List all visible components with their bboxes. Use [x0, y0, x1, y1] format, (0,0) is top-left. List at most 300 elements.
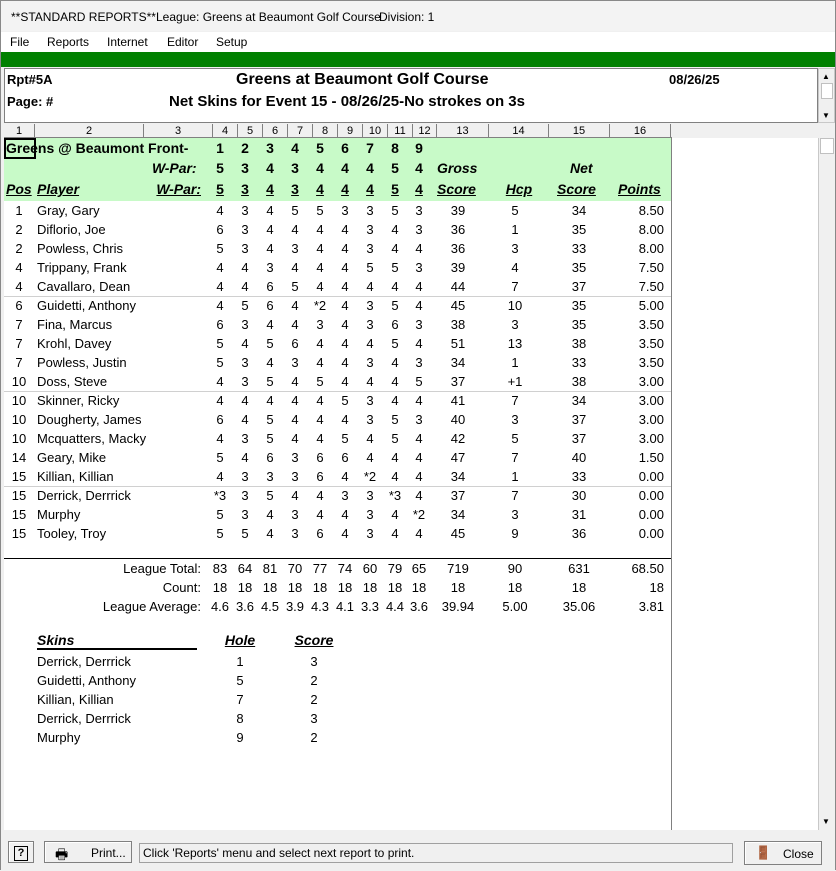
- hole-score-cell: 5: [266, 374, 274, 389]
- hole-score-cell: 5: [316, 374, 324, 389]
- totals-points-cell: 18: [649, 580, 664, 595]
- hole-score-cell: 3: [241, 431, 249, 446]
- skin-score-cell: 3: [310, 711, 318, 726]
- hole-score-cell: 4: [266, 203, 274, 218]
- player-cell: Diflorio, Joe: [37, 222, 106, 237]
- hole-score-cell: 5: [266, 488, 274, 503]
- hole-score-cell: 4: [316, 336, 324, 351]
- points-cell: 3.00: [638, 374, 664, 389]
- hole-score-cell: 5: [216, 241, 224, 256]
- wpar-value: 5: [216, 160, 224, 176]
- hole-score-cell: 4: [391, 507, 399, 522]
- hcp-cell: 4: [511, 260, 519, 275]
- wpar-value: 5: [391, 160, 399, 176]
- gross-cell: 36: [450, 222, 466, 237]
- pos-cell: 2: [15, 241, 23, 256]
- hole-score-cell: 4: [216, 431, 224, 446]
- menu-internet[interactable]: Internet: [107, 35, 148, 49]
- hole-score-cell: 4: [341, 336, 349, 351]
- hole-score-cell: 3: [241, 507, 249, 522]
- totals-hole-cell: 18: [237, 580, 253, 595]
- hole-score-cell: 3: [366, 526, 374, 541]
- table-row: [4, 391, 671, 410]
- hole-score-cell: 3: [241, 355, 249, 370]
- hole-score-cell: 4: [391, 393, 399, 408]
- hole-score-cell: 4: [291, 374, 299, 389]
- totals-row: [4, 578, 671, 597]
- gross-cell: 37: [450, 374, 466, 389]
- hole-score-cell: 4: [316, 488, 324, 503]
- skin-hole-cell: 8: [236, 711, 244, 726]
- hcp-cell: 3: [511, 412, 519, 427]
- ruler-col: 2: [35, 124, 144, 138]
- hole-score-cell: 4: [391, 222, 399, 237]
- hole-score-cell: 4: [391, 469, 399, 484]
- hole-score-cell: 4: [266, 317, 274, 332]
- totals-hole-cell: 3.3: [360, 599, 380, 614]
- table-row: [4, 258, 671, 277]
- hole-score-cell: 4: [216, 203, 224, 218]
- hole-score-cell: 4: [366, 336, 374, 351]
- gross-cell: 44: [450, 279, 466, 294]
- totals-hole-cell: 4.6: [210, 599, 230, 614]
- hole-score-cell: 3: [291, 450, 299, 465]
- totals-hole-cell: 18: [312, 580, 328, 595]
- totals-hcp-cell: 5.00: [502, 599, 528, 614]
- hole-score-cell: 5: [391, 336, 399, 351]
- close-button[interactable]: [744, 841, 822, 865]
- gross-cell: 45: [450, 526, 466, 541]
- totals-hole-cell: 4.1: [335, 599, 355, 614]
- hole-score-cell: 4: [415, 298, 423, 313]
- skin-player-cell: Killian, Killian: [37, 692, 114, 707]
- hole-score-cell: *2: [313, 298, 327, 313]
- hole-score-cell: 3: [241, 203, 249, 218]
- net-cell: 35: [571, 298, 587, 313]
- hcp-cell: 1: [511, 355, 519, 370]
- hole-score-cell: 4: [341, 260, 349, 275]
- hole-score-cell: 4: [391, 355, 399, 370]
- wpar-value: 3: [241, 181, 249, 197]
- wpar-value: 4: [316, 181, 324, 197]
- hole-score-cell: 3: [366, 355, 374, 370]
- player-cell: Powless, Justin: [37, 355, 127, 370]
- table-row: [4, 372, 671, 391]
- hole-score-cell: 3: [241, 488, 249, 503]
- net-cell: 36: [571, 526, 587, 541]
- hole-score-cell: 4: [216, 260, 224, 275]
- totals-net-cell: 35.06: [562, 599, 596, 614]
- help-button[interactable]: [8, 841, 34, 863]
- hcp-cell: 3: [511, 317, 519, 332]
- hole-score-cell: 5: [266, 412, 274, 427]
- hole-score-cell: 4: [266, 241, 274, 256]
- totals-hole-cell: 18: [411, 580, 427, 595]
- totals-net-cell: 631: [568, 561, 590, 576]
- skin-hole-cell: 5: [236, 673, 244, 688]
- hole-score-cell: 6: [216, 412, 224, 427]
- scroll-down-icon[interactable]: ▼: [822, 817, 830, 826]
- net-cell: 33: [571, 469, 587, 484]
- hole-score-cell: 4: [266, 526, 274, 541]
- pos-header: Pos: [6, 181, 32, 197]
- hole-score-cell: 3: [316, 317, 324, 332]
- hole-score-cell: 5: [391, 203, 399, 218]
- ruler-col: 9: [338, 124, 363, 138]
- net-header: Net: [570, 160, 593, 176]
- hcp-cell: 3: [511, 507, 519, 522]
- hcp-cell: 10: [507, 298, 523, 313]
- points-cell: 0.00: [638, 469, 664, 484]
- hcp-cell: 1: [511, 469, 519, 484]
- gross-cell: 36: [450, 241, 466, 256]
- skins-row: [4, 652, 671, 671]
- totals-hole-cell: 4.3: [310, 599, 330, 614]
- hole-score-cell: 6: [266, 450, 274, 465]
- hole-score-cell: 4: [366, 279, 374, 294]
- hole-score-cell: 5: [241, 526, 249, 541]
- player-cell: Derrick, Derrrick: [37, 488, 131, 503]
- hole-score-cell: 4: [366, 431, 374, 446]
- green-toolbar-strip: [1, 52, 835, 67]
- pos-cell: 4: [15, 260, 23, 275]
- pos-cell: 10: [11, 431, 27, 446]
- hcp-cell: 13: [507, 336, 523, 351]
- body-scrollbar[interactable]: [818, 138, 835, 830]
- wpar-label: W-Par:: [152, 160, 197, 176]
- page-number: Page: #: [7, 94, 54, 109]
- report-subtitle: Net Skins for Event 15 - 08/26/25-No strokes on 3s: [169, 93, 525, 110]
- hole-score-cell: 4: [341, 412, 349, 427]
- hole-score-cell: 4: [241, 393, 249, 408]
- hole-score-cell: 4: [241, 450, 249, 465]
- course-name: Greens @ Beaumont Front-: [6, 140, 189, 156]
- table-row: [4, 201, 671, 220]
- player-cell: Tooley, Troy: [37, 526, 107, 541]
- hcp-cell: 7: [511, 393, 519, 408]
- table-row: [4, 467, 671, 486]
- player-cell: Powless, Chris: [37, 241, 123, 256]
- hole-score-cell: 4: [316, 279, 324, 294]
- skin-hole-cell: 7: [236, 692, 244, 707]
- hole-score-cell: 4: [415, 393, 423, 408]
- hole-score-cell: 3: [366, 317, 374, 332]
- hole-score-cell: 3: [291, 241, 299, 256]
- hole-score-cell: 4: [391, 450, 399, 465]
- hole-score-cell: 4: [291, 222, 299, 237]
- hole-score-cell: 4: [316, 393, 324, 408]
- totals-hole-cell: 4.4: [385, 599, 405, 614]
- report-header-panel: [4, 68, 818, 123]
- column-ruler: [4, 124, 672, 138]
- menu-file[interactable]: File: [10, 35, 30, 49]
- hole-score-cell: 5: [216, 450, 224, 465]
- hole-score-cell: 6: [391, 317, 399, 332]
- skin-score-cell: 3: [310, 654, 318, 669]
- hole-score-cell: 3: [415, 260, 423, 275]
- hole-number: 8: [391, 140, 399, 156]
- status-message: Click 'Reports' menu and select next report to print.: [139, 843, 733, 863]
- net-cell: 38: [571, 374, 587, 389]
- skins-name-header: Skins: [37, 632, 197, 650]
- hole-score-cell: 5: [216, 526, 224, 541]
- pos-cell: 1: [15, 203, 23, 218]
- hole-score-cell: 5: [291, 279, 299, 294]
- player-cell: Murphy: [37, 507, 81, 522]
- gross-cell: 39: [450, 260, 466, 275]
- hole-score-cell: 4: [341, 507, 349, 522]
- hole-score-cell: 5: [216, 355, 224, 370]
- hole-score-cell: 3: [366, 507, 374, 522]
- hcp-cell: 3: [511, 241, 519, 256]
- hole-score-cell: 3: [291, 355, 299, 370]
- totals-hcp-cell: 90: [507, 561, 523, 576]
- wpar-value: 4: [415, 181, 423, 197]
- hole-score-cell: 3: [415, 317, 423, 332]
- table-row: [4, 448, 671, 467]
- pos-cell: 7: [15, 336, 23, 351]
- ruler-col: 10: [363, 124, 388, 138]
- player-cell: Skinner, Ricky: [37, 393, 120, 408]
- print-label: Print...: [91, 846, 126, 860]
- hole-score-cell: 5: [241, 298, 249, 313]
- hole-score-cell: 5: [341, 431, 349, 446]
- table-row: [4, 524, 671, 543]
- wpar-value: 4: [266, 181, 274, 197]
- hole-score-cell: 6: [316, 526, 324, 541]
- hole-score-cell: 4: [241, 336, 249, 351]
- net-cell: 35: [571, 317, 587, 332]
- hole-score-cell: 4: [341, 279, 349, 294]
- ruler-col: 15: [549, 124, 610, 138]
- points-cell: 3.00: [638, 393, 664, 408]
- totals-gross-cell: 18: [450, 580, 466, 595]
- skin-score-cell: 2: [310, 692, 318, 707]
- player-cell: Fina, Marcus: [37, 317, 113, 332]
- hole-score-cell: 6: [266, 298, 274, 313]
- wpar-value: 3: [291, 181, 299, 197]
- scroll-down-icon[interactable]: ▼: [822, 111, 830, 120]
- menu-setup[interactable]: Setup: [216, 35, 248, 49]
- title-app: **STANDARD REPORTS**: [11, 10, 156, 24]
- gross-cell: 39: [450, 203, 466, 218]
- gross-score-header: Score: [437, 181, 476, 197]
- hole-score-cell: 4: [291, 317, 299, 332]
- hole-score-cell: 4: [266, 222, 274, 237]
- gross-cell: 34: [450, 355, 466, 370]
- hole-score-cell: 5: [266, 336, 274, 351]
- print-button[interactable]: [44, 841, 132, 863]
- points-cell: 8.50: [638, 203, 664, 218]
- hole-score-cell: 3: [291, 526, 299, 541]
- gross-header: Gross: [437, 160, 478, 176]
- skins-row: [4, 671, 671, 690]
- skins-hole-header: Hole: [224, 632, 256, 648]
- net-cell: 37: [571, 431, 587, 446]
- title-bar: [1, 1, 835, 31]
- skin-player-cell: Guidetti, Anthony: [37, 673, 137, 688]
- hole-score-cell: 5: [391, 431, 399, 446]
- hole-score-cell: 4: [266, 507, 274, 522]
- hole-score-cell: 4: [291, 393, 299, 408]
- totals-hole-cell: 81: [262, 561, 278, 576]
- net-cell: 34: [571, 393, 587, 408]
- hole-score-cell: 3: [291, 469, 299, 484]
- hole-score-cell: 4: [316, 507, 324, 522]
- table-row: [4, 239, 671, 258]
- totals-hole-cell: 70: [287, 561, 303, 576]
- net-score-header: Score: [557, 181, 596, 197]
- net-cell: 33: [571, 241, 587, 256]
- points-cell: 5.00: [638, 298, 664, 313]
- scroll-thumb[interactable]: [821, 83, 833, 99]
- totals-label: Count:: [162, 580, 201, 595]
- hole-score-cell: 6: [216, 317, 224, 332]
- scroll-up-icon[interactable]: ▲: [822, 72, 830, 81]
- report-title: Greens at Beaumont Golf Course: [236, 71, 489, 88]
- hole-number: 4: [291, 140, 299, 156]
- hole-score-cell: 4: [366, 450, 374, 465]
- hole-number: 7: [366, 140, 374, 156]
- hcp-cell: +1: [507, 374, 523, 389]
- hcp-header: Hcp: [505, 181, 533, 197]
- hole-score-cell: 5: [391, 260, 399, 275]
- hole-score-cell: 4: [391, 241, 399, 256]
- pos-cell: 2: [15, 222, 23, 237]
- points-cell: 3.00: [638, 412, 664, 427]
- totals-hole-cell: 3.9: [285, 599, 305, 614]
- hcp-cell: 7: [511, 279, 519, 294]
- points-cell: 3.50: [638, 336, 664, 351]
- skin-player-cell: Murphy: [37, 730, 81, 745]
- hole-score-cell: 5: [391, 412, 399, 427]
- hole-score-cell: 3: [415, 203, 423, 218]
- hole-score-cell: 4: [291, 431, 299, 446]
- hole-score-cell: 4: [216, 374, 224, 389]
- points-cell: 3.50: [638, 317, 664, 332]
- hole-score-cell: 4: [415, 336, 423, 351]
- wpar-value: 5: [391, 181, 399, 197]
- wpar-value: 4: [316, 160, 324, 176]
- hole-score-cell: 4: [216, 298, 224, 313]
- gross-cell: 45: [450, 298, 466, 313]
- hole-score-cell: 4: [316, 355, 324, 370]
- table-row: [4, 315, 671, 334]
- pos-cell: 14: [11, 450, 27, 465]
- net-cell: 35: [571, 222, 587, 237]
- ruler-col: 16: [610, 124, 671, 138]
- table-row: [4, 410, 671, 429]
- hole-score-cell: 4: [241, 412, 249, 427]
- hole-number: 6: [341, 140, 349, 156]
- scroll-thumb[interactable]: [820, 138, 834, 154]
- hole-score-cell: 4: [216, 469, 224, 484]
- hole-score-cell: 4: [415, 488, 423, 503]
- pos-cell: 10: [11, 412, 27, 427]
- hole-score-cell: 5: [216, 507, 224, 522]
- hcp-cell: 1: [511, 222, 519, 237]
- points-cell: 0.00: [638, 507, 664, 522]
- totals-hole-cell: 77: [312, 561, 328, 576]
- exit-door-icon: 🚪: [755, 845, 772, 860]
- menu-editor[interactable]: Editor: [167, 35, 199, 49]
- net-cell: 33: [571, 355, 587, 370]
- hole-score-cell: 6: [291, 336, 299, 351]
- player-cell: Krohl, Davey: [37, 336, 112, 351]
- header-scrollbar[interactable]: [818, 68, 835, 123]
- net-cell: 35: [571, 260, 587, 275]
- hole-score-cell: 5: [216, 336, 224, 351]
- points-cell: 3.50: [638, 355, 664, 370]
- title-league: League: Greens at Beaumont Golf Course: [156, 10, 381, 24]
- pos-cell: 4: [15, 279, 23, 294]
- menu-reports[interactable]: Reports: [47, 35, 90, 49]
- totals-hole-cell: 4.5: [260, 599, 280, 614]
- hole-score-cell: 4: [415, 431, 423, 446]
- net-cell: 37: [571, 279, 587, 294]
- hole-score-cell: 4: [291, 488, 299, 503]
- skin-hole-cell: 9: [236, 730, 244, 745]
- totals-points-cell: 68.50: [631, 561, 664, 576]
- table-row: [4, 296, 671, 315]
- hole-score-cell: 4: [341, 298, 349, 313]
- hole-score-cell: 3: [241, 317, 249, 332]
- totals-gross-cell: 39.94: [441, 599, 475, 614]
- hole-score-cell: 5: [341, 393, 349, 408]
- hole-score-cell: 3: [241, 469, 249, 484]
- player-cell: Cavallaro, Dean: [37, 279, 131, 294]
- wpar-value: 4: [415, 160, 423, 176]
- points-cell: 8.00: [638, 222, 664, 237]
- hole-score-cell: 4: [216, 393, 224, 408]
- ruler-col: 8: [313, 124, 338, 138]
- hole-score-cell: 4: [316, 412, 324, 427]
- points-cell: 7.50: [638, 279, 664, 294]
- net-cell: 31: [571, 507, 587, 522]
- player-cell: Mcquatters, Macky: [37, 431, 147, 446]
- table-row: [4, 486, 671, 505]
- hole-score-cell: 3: [415, 412, 423, 427]
- hole-score-cell: 4: [341, 355, 349, 370]
- totals-hole-cell: 3.6: [235, 599, 255, 614]
- table-row: [4, 334, 671, 353]
- hole-score-cell: 6: [316, 450, 324, 465]
- hole-score-cell: 4: [316, 222, 324, 237]
- report-right-edge: [671, 138, 672, 830]
- points-header: Points: [618, 181, 661, 197]
- pos-cell: 15: [11, 507, 27, 522]
- points-cell: 0.00: [638, 526, 664, 541]
- report-number: Rpt#5A: [7, 72, 53, 87]
- hcp-cell: 5: [511, 203, 519, 218]
- totals-label: League Average:: [102, 599, 201, 614]
- hole-score-cell: 5: [391, 298, 399, 313]
- points-cell: 3.00: [638, 431, 664, 446]
- hole-number: 3: [266, 140, 274, 156]
- hole-score-cell: *3: [388, 488, 402, 503]
- points-cell: 0.00: [638, 488, 664, 503]
- hole-score-cell: 3: [241, 374, 249, 389]
- skin-player-cell: Derrick, Derrrick: [37, 654, 131, 669]
- pos-cell: 7: [15, 355, 23, 370]
- skins-row: [4, 690, 671, 709]
- ruler-col: 5: [238, 124, 263, 138]
- player-cell: Dougherty, James: [37, 412, 142, 427]
- skins-score-header: Score: [294, 632, 334, 648]
- hole-score-cell: 3: [341, 203, 349, 218]
- totals-row: [4, 559, 671, 578]
- hcp-cell: 7: [511, 450, 519, 465]
